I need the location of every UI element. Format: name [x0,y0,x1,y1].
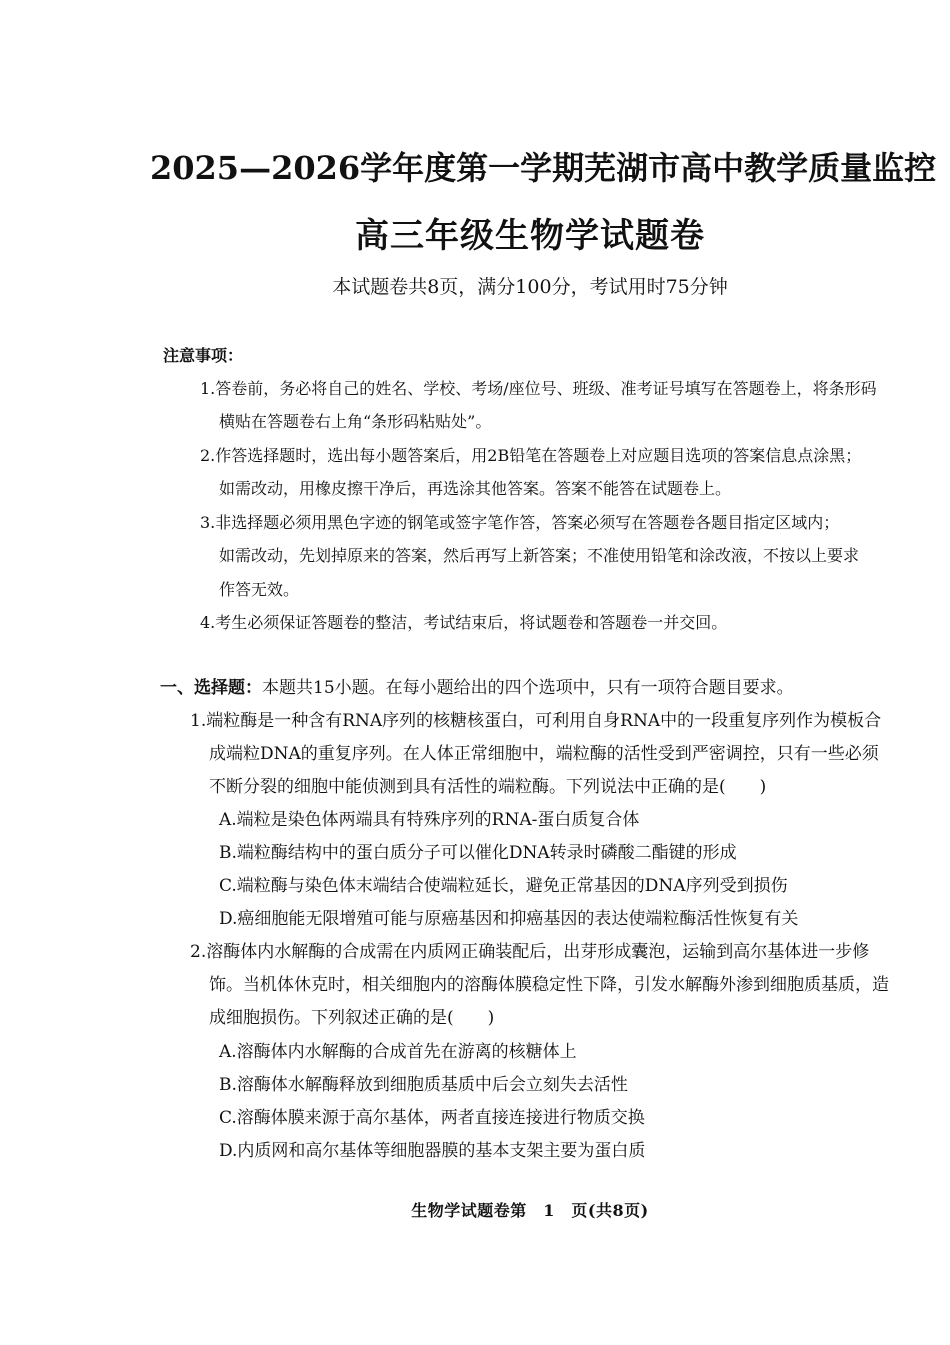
exam-subject-title: 高三年级生物学试题卷 [355,216,705,256]
notice-line: 2.作答选择题时，选出每小题答案后，用2B铅笔在答题卷上对应题目选项的答案信息点涂黑； [200,446,862,465]
notice-line: 3.非选择题必须用黑色字迹的钢笔或签字笔作答，答案必须写在答题卷各题目指定区域内； [200,513,840,532]
option-a: A.溶酶体内水解酶的合成首先在游离的核糖体上 [219,1042,577,1062]
question-stem-line: 成端粒DNA的重复序列。在人体正常细胞中，端粒酶的活性受到严密调控，只有一些必须 [209,744,879,764]
question-stem-line: 1.端粒酶是一种含有RNA序列的核糖核蛋白，可利用自身RNA中的一段重复序列作为模板合 [190,711,882,731]
question-stem-line: 不断分裂的细胞中能侦测到具有活性的端粒酶。下列说法中正确的是( ) [209,777,767,797]
notice-line: 如需改动，用橡皮擦干净后，再选涂其他答案。答案不能答在试题卷上。 [219,479,732,498]
question-stem-line: 成细胞损伤。下列叙述正确的是( ) [209,1008,495,1028]
option-b: B.端粒酶结构中的蛋白质分子可以催化DNA转录时磷酸二酯键的形成 [219,843,737,863]
notice-line: 作答无效。 [219,580,300,599]
section-text: 本题共15小题。在每小题给出的四个选项中，只有一项符合题目要求。 [262,678,794,698]
notice-line: 如需改动，先划掉原来的答案，然后再写上新答案；不准使用铅笔和涂改液，不按以上要求 [219,546,860,565]
section-heading [160,673,794,698]
page-footer: 生物学试题卷第 1 页(共8页) [411,1201,649,1220]
option-a: A.端粒是染色体两端具有特殊序列的RNA-蛋白质复合体 [219,810,640,830]
option-c: C.溶酶体膜来源于高尔基体，两者直接连接进行物质交换 [219,1108,645,1128]
option-c: C.端粒酶与染色体末端结合使端粒延长，避免正常基因的DNA序列受到损伤 [219,876,788,896]
exam-title: 2025—2026学年度第一学期芜湖市高中教学质量监控 [150,149,937,187]
notice-line: 横贴在答题卷右上角“条形码粘贴处”。 [219,412,492,431]
notice-line: 1.答卷前，务必将自己的姓名、学校、考场/座位号、班级、准考证号填写在答题卷上，将条形码 [200,379,877,398]
notice-line: 4.考生必须保证答题卷的整洁，考试结束后，将试题卷和答题卷一并交回。 [200,613,728,632]
question-stem-line: 饰。当机体休克时，相关细胞内的溶酶体膜稳定性下降，引发水解酶外渗到细胞质基质，造 [209,975,889,995]
notice-heading: 注意事项： [163,346,244,365]
option-d: D.内质网和高尔基体等细胞器膜的基本支架主要为蛋白质 [219,1141,646,1161]
option-d: D.癌细胞能无限增殖可能与原癌基因和抑癌基因的表达使端粒酶活性恢复有关 [219,909,799,929]
question-stem-line: 2.溶酶体内水解酶的合成需在内质网正确装配后，出芽形成囊泡，运输到高尔基体进一步修 [190,942,870,962]
section-label: 一、选择题： [160,678,262,698]
option-b: B.溶酶体水解酶释放到细胞质基质中后会立刻失去活性 [219,1075,628,1095]
exam-info: 本试题卷共8页，满分100分，考试用时75分钟 [332,276,728,298]
